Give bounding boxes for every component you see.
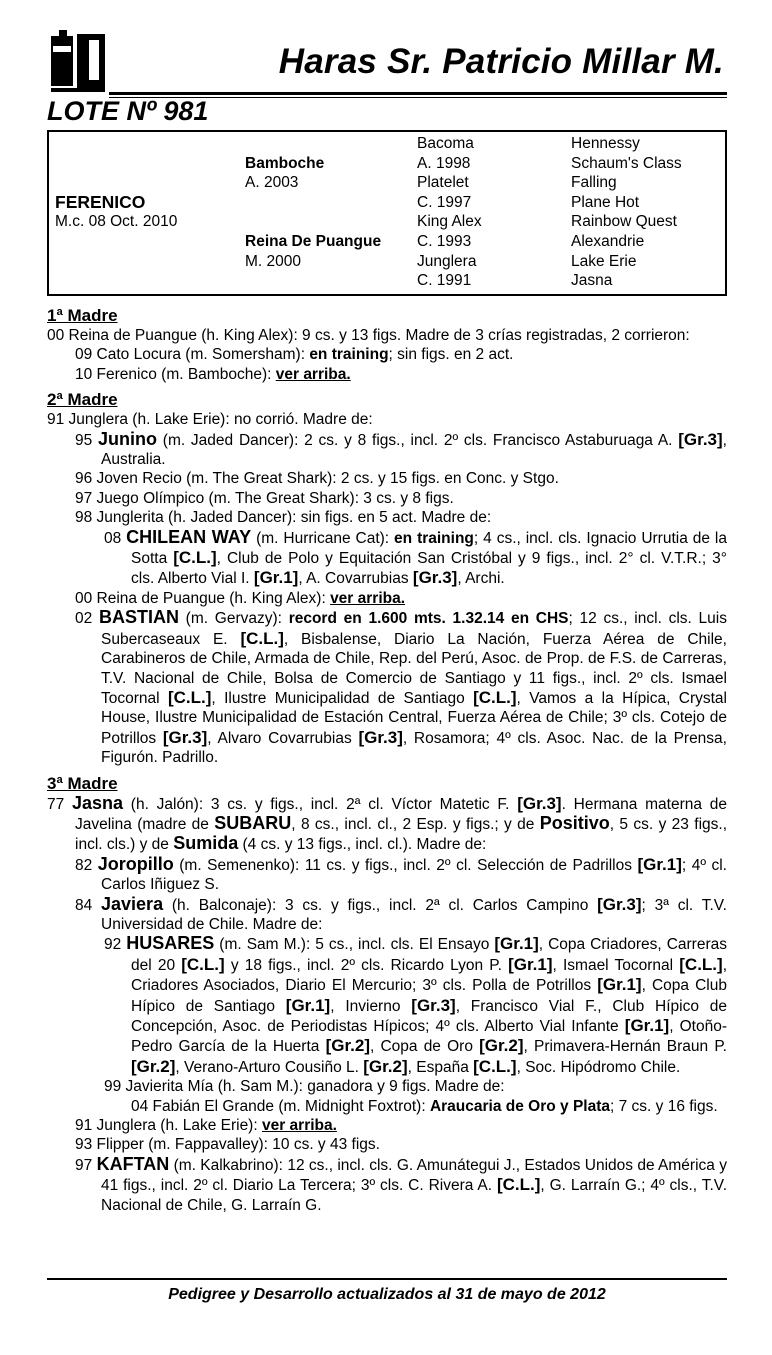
entry: 97 KAFTAN (m. Kalkabrino): 12 cs., incl. cls. G. Amunátegui J., Estados Unidos de América y 41 figs., incl. 2º cl. Diario La Tercera; 3º cls. C. Rivera A. [C.L.], G. Larraín G.; 4º cls., T.V. Nacional de Chile, G. Larraín G.: [75, 1153, 727, 1214]
entry: 00 Reina de Puangue (h. King Alex): 9 cs. y 13 figs. Madre de 3 crías registradas, 2 corrieron:: [47, 327, 690, 344]
first-dam-section: [47, 306, 727, 384]
gp-cell: Platelet: [417, 174, 469, 192]
entry: 82 Joropillo (m. Semenenko): 11 cs. y figs., incl. 2º cl. Selección de Padrillos [Gr.1]; 4º cl. Carlos Iñiguez S.: [75, 853, 727, 894]
entry: 91 Junglera (h. Lake Erie): ver arriba.: [75, 1117, 337, 1135]
pedigree-col-grandparents: [417, 134, 482, 291]
gp-cell: C. 1997: [417, 193, 472, 211]
section-title: 1ª Madre: [47, 306, 118, 325]
dam-info: M. 2000: [245, 252, 302, 270]
entry: 77 Jasna (h. Jalón): 3 cs. y figs., incl. 2ª cl. Víctor Matetic F. [Gr.3]. Hermana materna de Javelina (madre de SUBARU, 8 cs., incl. cl., 2 Esp. y figs.; y de Positivo, 5 cs. y 23 figs., incl. cls.) y de Sumida (4 cs. y 13 figs., incl. cl.). Madre de:: [47, 792, 728, 854]
gp-cell: A. 1998: [417, 154, 471, 172]
ggp-cell: Hennessy: [571, 135, 640, 152]
ggp-cell: Schaum's Class: [571, 154, 682, 172]
third-dam-section: [47, 774, 727, 1216]
entry: 96 Joven Recio (m. The Great Shark): 2 cs. y 15 figs. en Conc. y Stgo.: [75, 470, 559, 488]
lot-number: LOTE Nº 981: [47, 96, 209, 126]
catalog-page: [47, 24, 727, 1215]
footer-note: Pedigree y Desarrollo actualizados al 31 de mayo de 2012: [168, 1286, 606, 1303]
gp-cell: Bacoma: [417, 135, 474, 152]
pedigree-col-horse: [55, 134, 177, 232]
ggp-cell: Falling: [571, 174, 617, 192]
pedigree-col-greatgrandparents: [571, 134, 682, 291]
ggp-cell: Plane Hot: [571, 193, 640, 211]
entry: 95 Junino (m. Jaded Dancer): 2 cs. y 8 figs., incl. 2º cls. Francisco Astaburuaga A. [Gr.3], Australia.: [75, 428, 727, 469]
section-title: 2ª Madre: [47, 390, 118, 410]
entry: 99 Javierita Mía (h. Sam M.): ganadora y 9 figs. Madre de:: [104, 1078, 505, 1096]
ggp-cell: Rainbow Quest: [571, 213, 677, 231]
entry: 93 Flipper (m. Fappavalley): 10 cs. y 43 figs.: [75, 1136, 380, 1154]
entry: 92 HUSARES (m. Sam M.): 5 cs., incl. cls. El Ensayo [Gr.1], Copa Criadores, Carreras del 20 [C.L.] y 18 figs., incl. 2º cls. Ricardo Lyon P. [Gr.1], Ismael Tocornal [C.L.], Criadores Asociados, Diario El Mercurio; 3º cls. Polla de Potrillos [Gr.1], Copa Club Hípico de Santiago [Gr.1], Invierno [Gr.3], Francisco Vial F., Club Hípico de Concepción, Asoc. de Periodistas Hípicos; 4º cls. Alberto Vial Infante [Gr.1], Otoño-Pedro García de la Huerta [Gr.2], Copa de Oro [Gr.2], Primavera-Hernán Braun P. [Gr.2], Verano-Arturo Cousiño L. [Gr.2], España [C.L.], Soc. Hipódromo Chile.: [104, 933, 728, 1076]
entry: 84 Javiera (h. Balconaje): 3 cs. y figs., incl. 2ª cl. Carlos Campino [Gr.3]; 3ª cl. T.V. Universidad de Chile. Madre de:: [75, 893, 727, 933]
section-title: 3ª Madre: [47, 773, 118, 793]
footer-rule: [47, 1278, 727, 1280]
entry: 00 Reina de Puangue (h. King Alex): ver arriba.: [75, 589, 406, 607]
entry: 08 CHILEAN WAY (m. Hurricane Cat): en training; 4 cs., incl. cls. Ignacio Urrutia de la Sotta [C.L.], Club de Polo y Equitación San Cristóbal y 9 figs., incl. 2° cl. V.T.R.; 3° cls. Alberto Vial I. [Gr.1], A. Covarrubias [Gr.3], Archi.: [104, 526, 727, 588]
gp-cell: C. 1991: [417, 272, 472, 290]
entry: 09 Cato Locura (m. Somersham): en training; sin figs. en 2 act.: [75, 346, 514, 364]
gp-cell: C. 1993: [417, 232, 472, 250]
ggp-cell: Jasna: [571, 272, 613, 290]
gp-cell: King Alex: [417, 213, 482, 231]
header-rule: [109, 92, 727, 95]
gp-cell: Junglera: [417, 252, 477, 270]
entry: 97 Juego Olímpico (m. The Great Shark): 3 cs. y 8 figs.: [75, 489, 454, 507]
horse-info: M.c. 08 Oct. 2010: [55, 213, 178, 231]
ggp-cell: Lake Erie: [571, 252, 637, 270]
sire-info: A. 2003: [245, 174, 299, 192]
entry: 02 BASTIAN (m. Gervazy): record en 1.600 mts. 1.32.14 en CHS; 12 cs., incl. cls. Luis Subercaseaux E. [C.L.], Bisbalense, Diario La Nación, Fuerza Aérea de Chile, Carabineros de Chile, Armada de Chile, Rep. del Perú, Asoc. de Prop. de F.S. de Carreras, T.V. Nacional de Chile, Bolsa de Comercio de Santiago y 11 figs., incl. 2º cls. Ismael Tocornal [C.L.], Ilustre Municipalidad de Santiago [C.L.], Vamos a la Hípica, Crystal House, Ilustre Municipalidad de Estación Central, Fuerza Aérea de Chile; 3º cls. Cotejo de Potrillos [Gr.3], Alvaro Covarrubias [Gr.3], Rosamora; 4º cls. Asoc. Nac. de la Prensa, Figurón. Padrillo.: [75, 607, 727, 767]
ggp-cell: Alexandrie: [571, 232, 645, 250]
pedigree-table: [47, 130, 727, 296]
entry: 98 Junglerita (h. Jaded Dancer): sin figs. en 5 act. Madre de:: [75, 509, 492, 527]
entry: 04 Fabián El Grande (m. Midnight Foxtrot): Araucaria de Oro y Plata; 7 cs. y 16 figs.: [131, 1097, 718, 1115]
farm-logo-icon: [49, 30, 107, 94]
entry: 10 Ferenico (m. Bamboche): ver arriba.: [75, 365, 351, 383]
horse-name: FERENICO: [55, 191, 146, 212]
sire-name: Bamboche: [245, 154, 325, 172]
header: [47, 24, 727, 94]
entry: 91 Junglera (h. Lake Erie): no corrió. Madre de:: [47, 411, 373, 429]
pedigree-col-parents: [245, 134, 381, 271]
dam-name: Reina De Puangue: [245, 232, 382, 250]
farm-name: Haras Sr. Patricio Millar M.: [278, 42, 724, 81]
header-rule-thin: [109, 97, 727, 98]
second-dam-section: [47, 390, 727, 767]
